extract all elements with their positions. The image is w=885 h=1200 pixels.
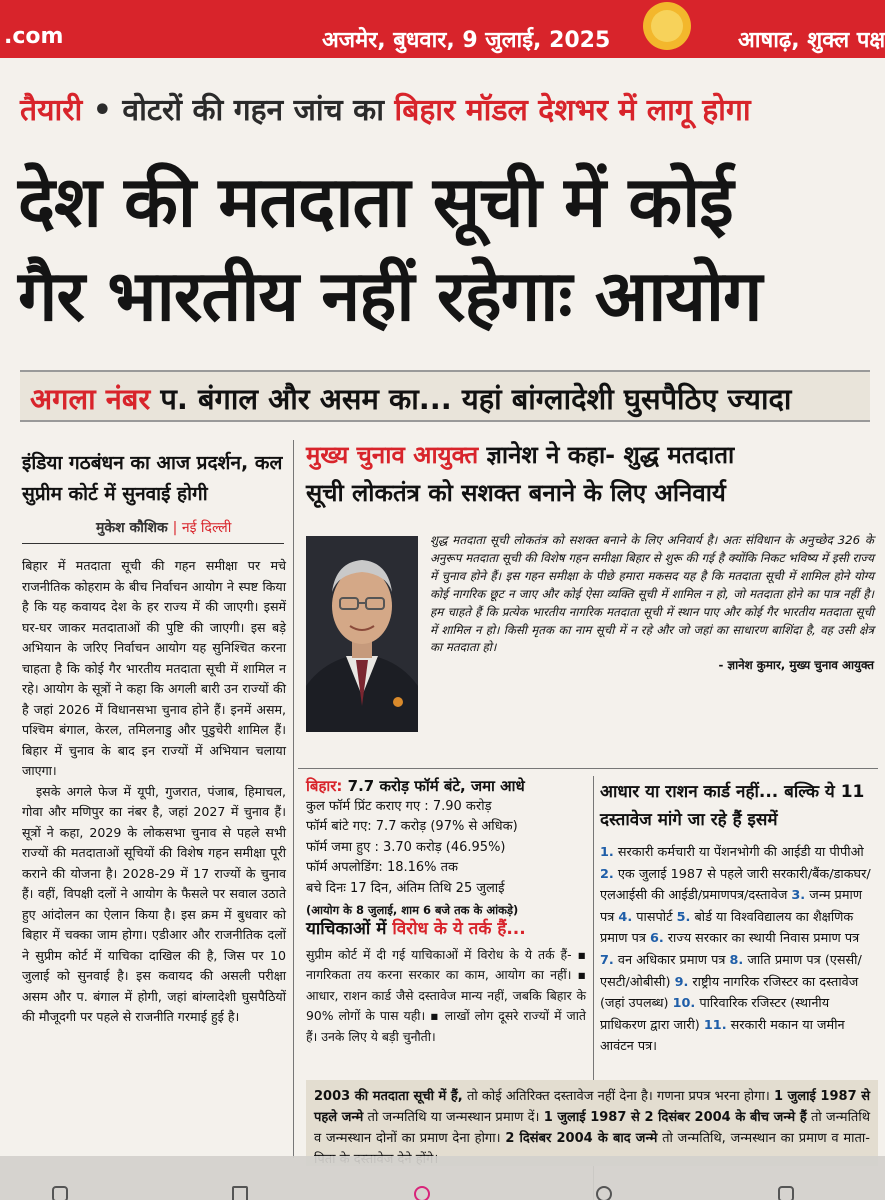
bihar-line: कुल फॉर्म प्रिंट कराए गए : 7.90 करोड़	[306, 798, 492, 814]
bihar-line: बचे दिनः 17 दिन, अंतिम तिथि 25 जुलाई	[306, 880, 505, 896]
bihar-head-red: बिहार:	[306, 777, 343, 795]
doc-number: 3.	[791, 888, 806, 904]
eligibility-box	[306, 1080, 878, 1166]
bookmark-icon[interactable]	[778, 1186, 794, 1200]
doc-number: 7.	[600, 952, 614, 968]
doc-item: वन अधिकार प्रमाण पत्र	[617, 952, 726, 968]
cec-quote	[430, 532, 874, 675]
kicker-line	[20, 88, 870, 129]
eligibility-b4: 2 दिसंबर 2004 के बाद जन्मे	[505, 1131, 658, 1146]
kicker-text-b: बिहार मॉडल देशभर में लागू होगा	[394, 93, 751, 128]
petition-head	[306, 916, 586, 939]
eligibility-b1: 2003 की मतदाता सूची में हैं,	[314, 1089, 463, 1104]
eligibility-t1: तो कोई अतिरिक्त दस्तावेज नहीं देना है। गणना प्रपत्र भरना होगा।	[466, 1089, 770, 1104]
bihar-line: फॉर्म जमा हुए : 3.70 करोड़ (46.95%)	[306, 839, 506, 855]
eligibility-b3: 1 जुलाई 1987 से 2 दिसंबर 2004 के बीच जन्मे हैं	[543, 1110, 807, 1125]
doc-number: 5.	[676, 909, 691, 925]
petition-box	[306, 916, 586, 1047]
kicker-bullet: •	[92, 93, 112, 128]
byline	[96, 518, 286, 537]
doc-item: राज्य सरकार का स्थायी निवास प्रमाण पत्र	[667, 931, 860, 947]
instagram-icon[interactable]	[52, 1186, 68, 1200]
doc-item: सरकारी कर्मचारी या पेंशनभोगी की आईडी या पीपीओ	[617, 845, 864, 860]
main-headline	[18, 155, 878, 343]
bihar-head	[306, 776, 586, 797]
doc-item: जाति प्रमाण पत्र (एससी/एसटी/ओबीसी)	[600, 952, 862, 990]
eligibility-t4: तो जन्मतिथि, जन्मस्थान का प्रमाण व माता-	[662, 1131, 870, 1146]
doc-item: राष्ट्रीय नागरिक रजिस्टर का दस्तावेज (जहां उपलब्ध)	[600, 974, 859, 1012]
left-para-2: इसके अगले फेज में यूपी, गुजरात, पंजाब, हिमाचल, गोवा और मणिपुर का नंबर है, जहां 2027 में चुनाव हैं। सूत्रों ने कहा, 2029 के लोकसभा चुनाव से पहले सभी राज्यों की मतदाताओं सूचियों की विशेष गहन समीक्षा पूरी कराने की योजना है। 2028-29 में 17 राज्यों के चुनाव हैं। वहीं, विपक्षी दलों ने आयोग के फैसले पर सवाल उठाते हुए आंदोलन का ऐलान किया है। इस क्रम में बुधवार को बिहार में चक्का जाम होगा। एडीआर और राजनीतिक दलों ने सुप्रीम कोर्ट में याचिका दाखिल की है, जिस पर 10 जुलाई को सुनवाई है। इस कवायद की असली परीक्षा असम और प. बंगाल में होगी, जहां बांग्लादेशी घुसपैठियों की मौजूदगी पर पहले से राजनीति गरमाई हुई है।	[22, 783, 286, 1024]
bihar-head-text: 7.7 करोड़ फॉर्म बंटे, जमा आधे	[347, 777, 525, 795]
masthead-tithi: आषाढ़, शुक्ल पक्ष	[738, 28, 885, 53]
doc-number: 9.	[674, 974, 689, 990]
bihar-note: (आयोग के 8 जुलाई, शाम 6 बजे तक के आंकड़े)	[306, 902, 519, 917]
heart-icon[interactable]	[414, 1186, 430, 1200]
kicker-label: तैयारी	[20, 93, 83, 128]
byline-author: मुकेश कौशिक	[96, 520, 168, 536]
quote-story-headline	[306, 436, 876, 512]
kicker-text-a: वोटरों की गहन जांच का	[122, 93, 384, 128]
doc-number: 4.	[618, 909, 633, 925]
subdeck-strip	[20, 370, 870, 422]
quote-text: शुद्ध मतदाता सूची लोकतंत्र को सशक्त बनाने के लिए अनिवार्य है। अतः संविधान के अनुच्छेद 326 के अनुरूप मतदाता सूची की विशेष गहन समीक्षा बिहार से शुरू की गई है क्योंकि निकट भविष्य में इसी राज्य में चुनाव होने हैं। इस गहन समीक्षा के पीछे हमारा मकसद यह है कि मतदाता सूची में शामिल होने योग्य कोई नागरिक छूट न जाए और कोई ऐसा व्यक्ति सूची में शामिल न हो, जो मतदाता होने का पात्र नहीं है। हम चाहते हैं कि प्रत्येक भारतीय नागरिक मतदाता सूची में स्थान पाए और कोई गैर भारतीय मतदाता सूची में शामिल न हो। किसी मृतक का नाम सूची में न रहे और जो जहां का साधारण बाशिंदा है, वह उसी क्षेत्र का मतदाता हो।	[430, 533, 874, 655]
column-divider	[293, 440, 294, 1158]
eligibility-t2: तो जन्मतिथि या जन्मस्थान प्रमाण दें।	[367, 1110, 540, 1125]
bihar-line: फॉर्म बांटे गए: 7.7 करोड़ (97% से अधिक)	[306, 819, 518, 835]
eligibility-t3: तो जन्मतिथि व जन्मस्थान दोनों का प्रमाण देना होगा।	[314, 1110, 871, 1146]
quote-head-red: मुख्य चुनाव आयुक्त	[306, 441, 479, 469]
headline-line-1: देश की मतदाता सूची में कोई	[18, 161, 733, 243]
documents-head: आधार या राशन कार्ड नहीं... बल्कि ये 11 दस्तावेज मांगे जा रहे हैं इसमें	[600, 782, 865, 830]
quote-head-line-1: ज्ञानेश ने कहा- शुद्ध मतदाता	[486, 441, 735, 469]
documents-box	[600, 778, 876, 1058]
doc-number: 6.	[649, 931, 664, 947]
left-para-1: बिहार में मतदाता सूची की गहन समीक्षा पर मचे राजनीतिक कोहराम के बीच निर्वाचन आयोग ने स्पष्ट किया है कि यह कवायद देश के हर राज्य में की जाएगी। इसमें घर-घर जाकर मतदाताओं की पुष्टि की जाएगी। इस बड़े अभियान के जरिए निर्वाचन आयोग यह सुनिश्चित करना चाहता है कि कोई गैर भारतीय मतदाता सूची में शामिल न रहे। आयोग के सूत्रों ने कहा कि अगली बारी उन राज्यों की है जहां 2026 में विधानसभा चुनाव होने हैं। इनमें असम, पश्चिम बंगाल, केरल, तमिलनाडु और पुडुचेरी शामिल हैं। बिहार में चुनाव के बाद इन राज्यों में अभियान चलाया जाएगा।	[22, 558, 286, 778]
petition-head-a: याचिकाओं में	[306, 919, 387, 939]
masthead-dateline: अजमेर, बुधवार, 9 जुलाई, 2025	[322, 28, 611, 53]
masthead-site: .com	[4, 24, 64, 49]
doc-item: सरकारी मकान या जमीन आवंटन पत्र।	[600, 1017, 845, 1055]
doc-item: बोर्ड या विश्वविद्यालय का शैक्षणिक प्रमाण पत्र	[600, 909, 854, 947]
petition-body: सुप्रीम कोर्ट में दी गई याचिकाओं में विरोध के ये तर्क हैं- ▪ नागरिकता तय करना सरकार का काम, आयोग का नहीं। ▪ आधार, राशन कार्ड जैसे दस्तावेज मान्य नहीं, जबकि बिहार के 90% लोगों के पास यही। ▪ लाखों लोग दूसरे राज्यों में जाते हैं। उनके लिए ये बड़ी चुनौती।	[306, 947, 586, 1044]
doc-number: 11.	[703, 1017, 727, 1033]
bihar-stats-box	[306, 776, 586, 920]
commissioner-photo	[306, 536, 418, 732]
app-bottom-bar	[0, 1156, 885, 1200]
doc-item: जन्म प्रमाण पत्र	[600, 888, 863, 925]
comment-icon[interactable]	[596, 1186, 612, 1200]
quote-head-line-2: सूची लोकतंत्र को सशक्त बनाने के लिए अनिवार्य	[306, 479, 726, 507]
left-story-body	[22, 556, 286, 1028]
left-story-headline: इंडिया गठबंधन का आज प्रदर्शन, कल सुप्रीम कोर्ट में सुनवाई होगी	[22, 452, 283, 505]
subdeck-text: प. बंगाल और असम का... यहां बांग्लादेशी घुसपैठिए ज्यादा	[160, 382, 792, 416]
petition-head-red: विरोध के ये तर्क हैं...	[392, 919, 526, 939]
doc-item: पारिवारिक रजिस्टर (स्थानीय प्राधिकरण द्वारा जारी)	[600, 996, 830, 1033]
byline-place: | नई दिल्ली	[172, 520, 232, 536]
share-icon[interactable]	[232, 1186, 248, 1200]
bihar-line: फॉर्म अपलोडिंग: 18.16% तक	[306, 860, 459, 876]
sun-icon	[612, 0, 722, 80]
subdeck-red: अगला नंबर	[30, 382, 151, 416]
doc-number: 1.	[600, 845, 614, 860]
doc-number: 2.	[600, 866, 614, 882]
doc-number: 8.	[729, 952, 744, 968]
doc-item: एक जुलाई 1987 से पहले जारी सरकारी/बैंक/डाकघर/एलआईसी की आईडी/प्रमाणपत्र/दस्तावेज	[600, 866, 871, 904]
doc-number: 10.	[672, 996, 696, 1012]
byline-divider	[22, 543, 284, 544]
doc-item: पासपोर्ट	[636, 909, 673, 925]
headline-line-2: गैर भारतीय नहीं रहेगाः आयोग	[18, 255, 762, 337]
masthead-bar	[0, 0, 885, 58]
section-divider	[298, 768, 878, 769]
quote-attribution: - ज्ञानेश कुमार, मुख्य चुनाव आयुक्त	[718, 658, 874, 673]
eligibility-b2: 1 जुलाई 1987 से पहले जन्मे	[314, 1089, 870, 1125]
documents-list	[600, 842, 876, 1058]
